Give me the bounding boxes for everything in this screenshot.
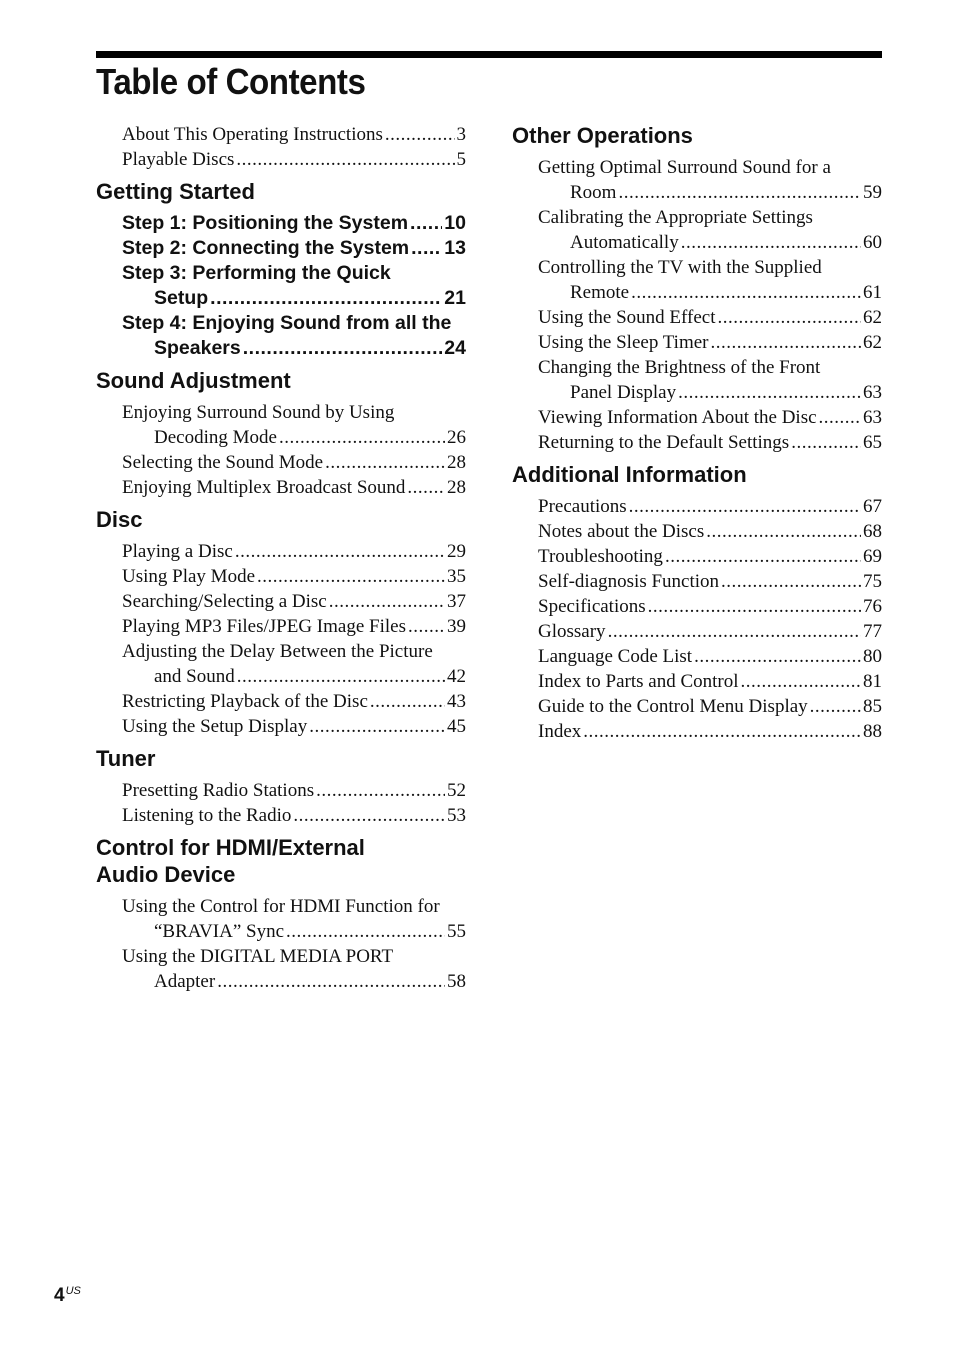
section-heading: Sound Adjustment bbox=[96, 368, 291, 393]
toc-entry-text: Changing the Brightness of the Front bbox=[538, 357, 821, 378]
toc-entry[interactable] bbox=[122, 639, 466, 689]
section-heading: Other Operations bbox=[512, 123, 693, 148]
page-title: Table of Contents bbox=[96, 61, 366, 102]
toc-page-number: 60 bbox=[863, 232, 882, 253]
toc-page-number: 67 bbox=[863, 496, 882, 517]
toc-page-number: 5 bbox=[456, 149, 466, 170]
toc-entry-text: Step 3: Performing the Quick bbox=[122, 262, 391, 284]
toc-entry-text: Step 1: Positioning the System bbox=[122, 212, 409, 234]
toc-entry[interactable] bbox=[122, 450, 466, 475]
dot-leader bbox=[411, 236, 442, 261]
dot-leader bbox=[257, 564, 445, 589]
section-heading: Getting Started bbox=[96, 179, 255, 204]
dot-leader bbox=[678, 380, 861, 405]
dot-leader bbox=[235, 539, 445, 564]
toc-page-number: 55 bbox=[447, 921, 466, 942]
section-heading: Tuner bbox=[96, 746, 156, 771]
toc-entry-text: Getting Optimal Surround Sound for a bbox=[538, 157, 831, 178]
toc-entry-text: Using the Control for HDMI Function for bbox=[122, 896, 440, 917]
toc-entry-text: Index bbox=[538, 721, 582, 742]
toc-entry[interactable] bbox=[122, 122, 466, 147]
dot-leader bbox=[410, 211, 442, 236]
toc-page-number: 65 bbox=[863, 432, 882, 453]
toc-section-additional-information bbox=[512, 461, 882, 744]
toc-entry-text: and Sound bbox=[154, 666, 235, 687]
toc-entry[interactable] bbox=[122, 689, 466, 714]
toc-page-number: 43 bbox=[447, 691, 466, 712]
toc-entry-text: Step 2: Connecting the System bbox=[122, 237, 410, 259]
toc-entry-text: Specifications bbox=[538, 596, 646, 617]
toc-page-number: 28 bbox=[447, 477, 466, 498]
dot-leader bbox=[243, 336, 443, 361]
toc-entry-text: Enjoying Surround Sound by Using bbox=[122, 402, 395, 423]
toc-entry-text: Returning to the Default Settings bbox=[538, 432, 790, 453]
section-heading: Additional Information bbox=[512, 462, 747, 487]
toc-entry-text: Adapter bbox=[154, 971, 216, 992]
toc-page-number: 77 bbox=[863, 621, 882, 642]
toc-entry-text: Index to Parts and Control bbox=[538, 671, 739, 692]
toc-entry-text: Guide to the Control Menu Display bbox=[538, 696, 808, 717]
dot-leader bbox=[706, 519, 861, 544]
toc-entry[interactable] bbox=[538, 594, 882, 619]
toc-entry-text: Adjusting the Delay Between the Picture bbox=[122, 641, 433, 662]
toc-page-number: 62 bbox=[863, 307, 882, 328]
toc-entry-text: Playing a Disc bbox=[122, 541, 233, 562]
toc-page-number: 35 bbox=[447, 566, 466, 587]
toc-entry-text: Controlling the TV with the Supplied bbox=[538, 257, 822, 278]
toc-entry[interactable] bbox=[122, 894, 466, 944]
toc-entry-text: Playable Discs bbox=[122, 149, 235, 170]
toc-page-number: 69 bbox=[863, 546, 882, 567]
toc-entry[interactable] bbox=[538, 494, 882, 519]
toc-entry[interactable] bbox=[538, 430, 882, 455]
toc-entry-text: Restricting Playback of the Disc bbox=[122, 691, 368, 712]
dot-leader bbox=[819, 405, 861, 430]
toc-entry-text: Using the Sleep Timer bbox=[538, 332, 709, 353]
toc-section-disc bbox=[96, 506, 466, 739]
toc-entry-text: Searching/Selecting a Disc bbox=[122, 591, 327, 612]
toc-entry-text: Troubleshooting bbox=[538, 546, 663, 567]
toc-entry[interactable] bbox=[122, 236, 466, 261]
toc-entry[interactable] bbox=[538, 155, 882, 205]
toc-page-number: 75 bbox=[863, 571, 882, 592]
toc-page-number: 39 bbox=[447, 616, 466, 637]
toc-entry-text: About This Operating Instructions bbox=[122, 124, 383, 145]
toc-entry-text: Setup bbox=[154, 287, 209, 309]
toc-entry-text: Notes about the Discs bbox=[538, 521, 705, 542]
toc-section-control-for-hdmi-external-audio-device bbox=[96, 834, 466, 994]
dot-leader bbox=[408, 614, 445, 639]
dot-leader bbox=[791, 430, 861, 455]
toc-entry[interactable] bbox=[122, 944, 466, 994]
toc-page-number: 53 bbox=[447, 805, 466, 826]
toc-entry[interactable] bbox=[122, 311, 466, 361]
toc-entry-text: Panel Display bbox=[570, 382, 677, 403]
toc-entry-text: Presetting Radio Stations bbox=[122, 780, 315, 801]
toc-page-number: 42 bbox=[447, 666, 466, 687]
toc-page-number: 81 bbox=[863, 671, 882, 692]
dot-leader bbox=[309, 714, 445, 739]
toc-entry[interactable] bbox=[122, 714, 466, 739]
toc-page-number: 37 bbox=[447, 591, 466, 612]
dot-leader bbox=[741, 669, 861, 694]
toc-entry-text: Selecting the Sound Mode bbox=[122, 452, 324, 473]
dot-leader bbox=[665, 544, 861, 569]
toc-page-number: 88 bbox=[863, 721, 882, 742]
dot-leader bbox=[385, 122, 455, 147]
dot-leader bbox=[407, 475, 445, 500]
toc-entry-text: “BRAVIA” Sync bbox=[154, 921, 285, 942]
toc-entry[interactable] bbox=[122, 147, 466, 172]
toc-page-number: 63 bbox=[863, 407, 882, 428]
toc-section-tuner bbox=[96, 745, 466, 828]
dot-leader bbox=[236, 147, 454, 172]
page-region-suffix: US bbox=[65, 1285, 81, 1297]
toc-entry[interactable] bbox=[538, 205, 882, 255]
dot-leader bbox=[286, 919, 445, 944]
toc-entry[interactable] bbox=[122, 261, 466, 311]
toc-entry[interactable] bbox=[538, 619, 882, 644]
toc-entry[interactable] bbox=[122, 778, 466, 803]
dot-leader bbox=[210, 286, 442, 311]
toc-page-number: 76 bbox=[863, 596, 882, 617]
toc-page-number: 58 bbox=[447, 971, 466, 992]
toc-column-left bbox=[96, 122, 466, 994]
dot-leader bbox=[718, 305, 862, 330]
toc-entry-text: Decoding Mode bbox=[154, 427, 277, 448]
toc-entry[interactable] bbox=[538, 569, 882, 594]
toc-entry[interactable] bbox=[538, 330, 882, 355]
toc-page-number: 52 bbox=[447, 780, 466, 801]
toc-entry-text: Using the DIGITAL MEDIA PORT bbox=[122, 946, 394, 967]
toc-entry[interactable] bbox=[122, 614, 466, 639]
header-rule bbox=[96, 51, 882, 58]
toc-entry[interactable] bbox=[538, 719, 882, 744]
toc-page-number: 68 bbox=[863, 521, 882, 542]
toc-entry[interactable] bbox=[122, 803, 466, 828]
toc-page-number: 13 bbox=[444, 237, 466, 259]
toc-entry-text: Precautions bbox=[538, 496, 627, 517]
toc-column-right bbox=[512, 122, 882, 744]
section-heading: Control for HDMI/External Audio Device bbox=[96, 835, 365, 887]
dot-leader bbox=[325, 450, 445, 475]
toc-entry[interactable] bbox=[122, 539, 466, 564]
dot-leader bbox=[293, 803, 445, 828]
dot-leader bbox=[279, 425, 445, 450]
dot-leader bbox=[316, 778, 445, 803]
toc-section-sound-adjustment bbox=[96, 367, 466, 500]
toc-page-number: 21 bbox=[444, 287, 466, 309]
page-number: 4 bbox=[54, 1285, 65, 1306]
toc-entry-text: Room bbox=[570, 182, 617, 203]
toc-entry[interactable] bbox=[538, 305, 882, 330]
toc-entry-text: Step 4: Enjoying Sound from all the bbox=[122, 312, 452, 334]
dot-leader bbox=[681, 230, 861, 255]
toc-entry[interactable] bbox=[122, 564, 466, 589]
toc-page-number: 3 bbox=[456, 124, 466, 145]
toc-entry[interactable] bbox=[538, 255, 882, 305]
toc-page-number: 62 bbox=[863, 332, 882, 353]
toc-page-number: 24 bbox=[444, 337, 466, 359]
toc-page-number: 59 bbox=[863, 182, 882, 203]
toc-entry[interactable] bbox=[538, 519, 882, 544]
toc-section-intro bbox=[96, 122, 466, 172]
dot-leader bbox=[629, 494, 861, 519]
toc-entry-text: Viewing Information About the Disc bbox=[538, 407, 817, 428]
toc-entry[interactable] bbox=[122, 589, 466, 614]
dot-leader bbox=[710, 330, 861, 355]
toc-entry[interactable] bbox=[538, 694, 882, 719]
toc-page-number: 28 bbox=[447, 452, 466, 473]
dot-leader bbox=[618, 180, 861, 205]
toc-entry-text: Calibrating the Appropriate Settings bbox=[538, 207, 813, 228]
dot-leader bbox=[648, 594, 861, 619]
dot-leader bbox=[583, 719, 861, 744]
dot-leader bbox=[608, 619, 861, 644]
toc-entry[interactable] bbox=[122, 400, 466, 450]
toc-entry-text: Language Code List bbox=[538, 646, 693, 667]
dot-leader bbox=[721, 569, 861, 594]
toc-section-getting-started bbox=[96, 178, 466, 361]
toc-entry-text: Enjoying Multiplex Broadcast Sound bbox=[122, 477, 406, 498]
toc-entry-text: Speakers bbox=[154, 337, 241, 359]
toc-entry[interactable] bbox=[538, 355, 882, 405]
toc-entry[interactable] bbox=[122, 475, 466, 500]
toc-page-number: 29 bbox=[447, 541, 466, 562]
toc-entry-text: Self-diagnosis Function bbox=[538, 571, 720, 592]
toc-entry-text: Remote bbox=[570, 282, 630, 303]
toc-section-other-operations bbox=[512, 122, 882, 455]
toc-entry[interactable] bbox=[538, 669, 882, 694]
section-heading: Disc bbox=[96, 507, 143, 532]
dot-leader bbox=[810, 694, 861, 719]
toc-page-number: 85 bbox=[863, 696, 882, 717]
toc-entry-text: Playing MP3 Files/JPEG Image Files bbox=[122, 616, 406, 637]
dot-leader bbox=[237, 664, 445, 689]
toc-entry[interactable] bbox=[538, 644, 882, 669]
toc-page-number: 61 bbox=[863, 282, 882, 303]
dot-leader bbox=[370, 689, 445, 714]
dot-leader bbox=[329, 589, 445, 614]
dot-leader bbox=[217, 969, 445, 994]
toc-entry-text: Listening to the Radio bbox=[122, 805, 292, 826]
toc-page-number: 10 bbox=[444, 212, 466, 234]
toc-page-number: 45 bbox=[447, 716, 466, 737]
toc-page-number: 26 bbox=[447, 427, 466, 448]
toc-page-number: 63 bbox=[863, 382, 882, 403]
toc-entry-text: Automatically bbox=[570, 232, 679, 253]
toc-entry[interactable] bbox=[122, 211, 466, 236]
dot-leader bbox=[694, 644, 861, 669]
dot-leader bbox=[631, 280, 861, 305]
toc-entry[interactable] bbox=[538, 405, 882, 430]
toc-page-number: 80 bbox=[863, 646, 882, 667]
toc-entry-text: Using the Setup Display bbox=[122, 716, 308, 737]
toc-entry[interactable] bbox=[538, 544, 882, 569]
toc-entry-text: Glossary bbox=[538, 621, 606, 642]
toc-entry-text: Using Play Mode bbox=[122, 566, 255, 587]
page-footer bbox=[54, 1285, 81, 1307]
toc-entry-text: Using the Sound Effect bbox=[538, 307, 716, 328]
